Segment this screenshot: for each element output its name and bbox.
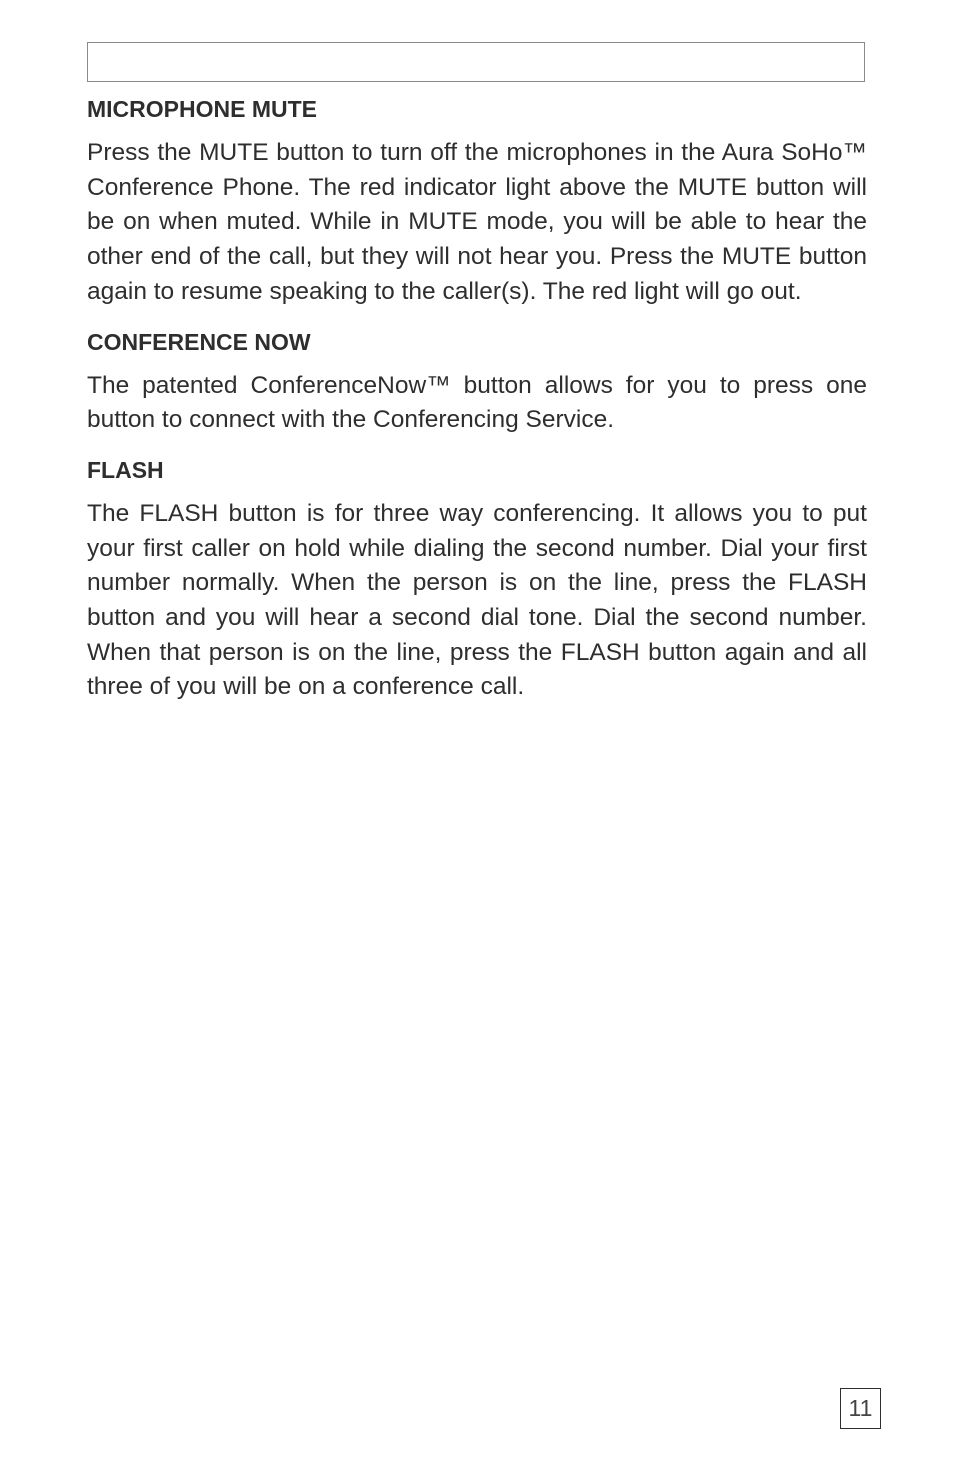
section-conference-now xyxy=(87,326,867,438)
section-microphone-mute xyxy=(87,93,867,310)
page-content xyxy=(87,93,867,721)
section-body: The patented ConferenceNow™ button allows for you to press one button to connect with the Conferencing Service. xyxy=(87,371,867,434)
section-heading: FLASH xyxy=(87,456,164,483)
header-box xyxy=(87,42,865,82)
section-heading: CONFERENCE NOW xyxy=(87,328,311,355)
section-body: The FLASH button is for three way conferencing. It allows you to put your first caller on hold while dialing the second number. Dial your first number normally. When the person is on the line, press the FLASH button and you will hear a second dial tone. Dial the second number. When that person is on the line, press the FLASH button again and all three of you will be on a conference call. xyxy=(87,499,867,701)
page-number: 11 xyxy=(840,1388,881,1429)
section-body: Press the MUTE button to turn off the microphones in the Aura SoHo™ Conference Phone. The red indicator light above the MUTE button will be on when muted. While in MUTE mode, you will be able to hear the other end of the call, but they will not hear you. Press the MUTE button again to resume speaking to the caller(s). The red light will go out. xyxy=(87,139,867,305)
section-flash xyxy=(87,454,867,705)
section-heading: MICROPHONE MUTE xyxy=(87,96,317,122)
